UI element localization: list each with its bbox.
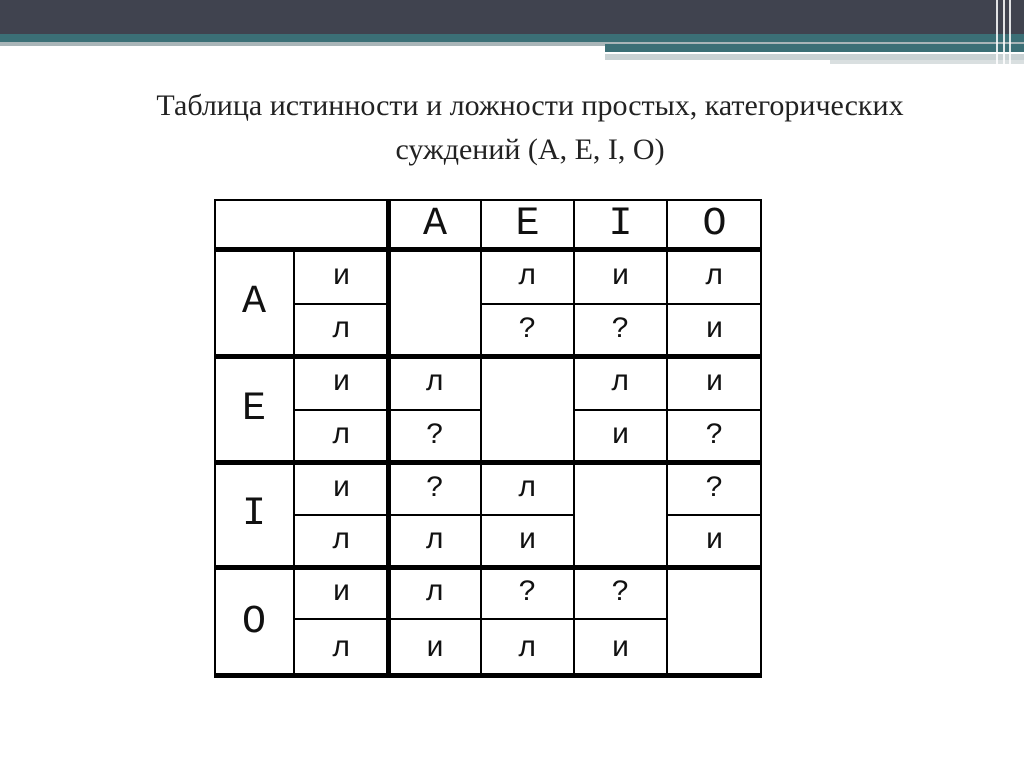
row-sublabel-false: л <box>294 410 389 462</box>
column-header-A: A <box>389 199 481 249</box>
row-header-A: A <box>214 249 294 356</box>
table-cell-empty <box>389 249 481 356</box>
table-row-rule <box>667 409 762 411</box>
row-sublabel-true: и <box>294 249 389 304</box>
table-row-rule <box>294 618 389 620</box>
table-column-rule <box>666 199 668 678</box>
table-row-rule <box>481 303 574 305</box>
table-cell: л <box>481 462 574 515</box>
table-row-rule <box>667 303 762 305</box>
table-border <box>214 199 216 678</box>
table-cell: ? <box>574 567 667 619</box>
header-stripe <box>996 0 998 66</box>
table-row-rule <box>574 618 667 620</box>
table-row-rule <box>667 514 762 516</box>
table-cell: и <box>667 515 762 567</box>
table-border <box>214 673 762 678</box>
table-column-rule <box>573 199 575 678</box>
table-cell: и <box>574 619 667 678</box>
row-sublabel-true: и <box>294 356 389 410</box>
table-column-rule <box>386 199 391 678</box>
truth-table <box>214 199 762 678</box>
row-sublabel-false: л <box>294 515 389 567</box>
table-cell-empty <box>667 567 762 678</box>
table-cell: и <box>481 515 574 567</box>
row-sublabel-true: и <box>294 462 389 515</box>
table-row-rule <box>294 514 389 516</box>
table-row-rule <box>389 514 481 516</box>
table-cell: и <box>389 619 481 678</box>
column-header-E: E <box>481 199 574 249</box>
table-cell: ? <box>667 410 762 462</box>
header-bar-right-accent <box>605 44 1024 52</box>
table-border <box>760 199 762 678</box>
header-bar-right-thin <box>830 60 1024 64</box>
table-cell: ? <box>389 462 481 515</box>
header-stripe <box>1009 0 1011 66</box>
table-group-rule <box>214 565 762 570</box>
table-column-rule <box>480 199 482 678</box>
header-bar-teal <box>0 34 1024 42</box>
table-cell: л <box>574 356 667 410</box>
table-group-rule <box>214 354 762 359</box>
table-column-rule <box>293 249 295 678</box>
row-sublabel-true: и <box>294 567 389 619</box>
table-cell: ? <box>667 462 762 515</box>
table-cell: и <box>574 410 667 462</box>
table-row-rule <box>574 303 667 305</box>
table-border <box>214 199 762 201</box>
table-row-rule <box>574 409 667 411</box>
table-cell: и <box>574 249 667 304</box>
column-header-O: O <box>667 199 762 249</box>
table-group-rule <box>214 460 762 465</box>
row-header-E: E <box>214 356 294 462</box>
slide-title <box>60 84 1000 172</box>
column-header-I: I <box>574 199 667 249</box>
table-row-rule <box>389 618 481 620</box>
table-cell: л <box>667 249 762 304</box>
table-cell-empty <box>574 462 667 567</box>
header-stripe <box>1003 0 1005 66</box>
table-row-rule <box>481 514 574 516</box>
row-sublabel-false: л <box>294 619 389 678</box>
table-cell: ? <box>389 410 481 462</box>
table-row-rule <box>294 303 389 305</box>
row-sublabel-false: л <box>294 304 389 356</box>
table-cell: л <box>389 356 481 410</box>
table-row-rule <box>481 618 574 620</box>
header-bar-dark <box>0 0 1024 34</box>
table-cell: л <box>389 515 481 567</box>
table-cell: ? <box>481 304 574 356</box>
table-cell: л <box>481 619 574 678</box>
table-cell: и <box>667 356 762 410</box>
slide-title-line1: Таблица истинности и ложности простых, категорических <box>156 89 904 122</box>
table-cell: л <box>481 249 574 304</box>
table-row-rule <box>389 409 481 411</box>
table-header-rule <box>214 247 762 252</box>
row-header-I: I <box>214 462 294 567</box>
table-cell: л <box>389 567 481 619</box>
table-cell-empty <box>481 356 574 462</box>
row-header-O: O <box>214 567 294 678</box>
slide-title-line2: суждений (А, Е, I, O) <box>395 133 665 166</box>
table-row-rule <box>294 409 389 411</box>
table-cell: и <box>667 304 762 356</box>
table-cell: ? <box>574 304 667 356</box>
table-cell: ? <box>481 567 574 619</box>
